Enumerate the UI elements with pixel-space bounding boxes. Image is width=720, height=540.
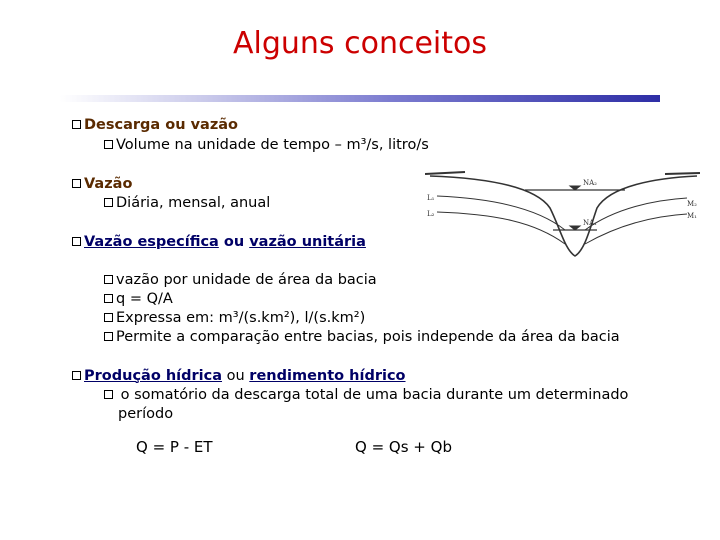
- square-bullet-icon: [104, 294, 113, 303]
- sub-bullet-text: Expressa em: m³/(s.km²), l/(s.km²): [116, 310, 366, 326]
- sub-bullet-text: o somatório da descarga total de uma bacia durante um determinado: [116, 387, 629, 403]
- river-cross-section-diagram: [425, 168, 700, 268]
- term-vazao-unitaria: vazão unitária: [249, 234, 366, 250]
- label-na2: NA₂: [583, 179, 597, 187]
- ground-hatch-left: [425, 172, 465, 174]
- sub-bullet: [104, 328, 620, 346]
- channel-profile: [430, 176, 697, 256]
- term-rendimento-hidrico: rendimento hídrico: [249, 368, 406, 384]
- bullet-descarga: [72, 116, 238, 134]
- square-bullet-icon: [72, 179, 81, 188]
- connector-text: ou: [222, 368, 250, 384]
- square-bullet-icon: [104, 140, 113, 149]
- square-bullet-icon: [72, 237, 81, 246]
- label-na1: NA₁: [583, 219, 597, 227]
- slide-title: Alguns conceitos: [233, 26, 487, 61]
- sub-bullet-continuation: período: [118, 406, 174, 422]
- sub-bullet: [104, 290, 173, 308]
- sub-bullet-text: Permite a comparação entre bacias, pois independe da área da bacia: [116, 329, 620, 345]
- square-bullet-icon: [104, 275, 113, 284]
- square-bullet-icon: [72, 120, 81, 129]
- bullet-vazao-especifica: [72, 233, 366, 251]
- label-l1: L₁: [427, 194, 435, 202]
- sub-bullet: [104, 309, 365, 327]
- bullet-vazao: [72, 175, 132, 193]
- water-table-left-lower: [437, 212, 565, 244]
- sub-bullet-text: Volume na unidade de tempo – m³/s, litro/s: [116, 137, 429, 153]
- bullet-producao-hidrica: [72, 367, 406, 385]
- sub-bullet-text: q = Q/A: [116, 291, 173, 307]
- square-bullet-icon: [104, 198, 113, 207]
- sub-bullet-text: vazão por unidade de área da bacia: [116, 272, 377, 288]
- bullet-heading: Vazão: [84, 176, 133, 192]
- formula-runoff-components: Q = Qs + Qb: [355, 438, 452, 456]
- label-l2: L₂: [427, 210, 435, 218]
- sub-bullet: [104, 194, 270, 212]
- sub-bullet: [104, 136, 429, 154]
- sub-bullet-text: Diária, mensal, anual: [116, 195, 271, 211]
- term-vazao-especifica: Vazão específica: [84, 234, 219, 250]
- title-underline-bar: [60, 95, 660, 102]
- bullet-heading: Descarga ou vazão: [84, 117, 238, 133]
- term-producao-hidrica: Produção hídrica: [84, 368, 223, 384]
- label-m2: M₂: [687, 200, 697, 208]
- square-bullet-icon: [104, 313, 113, 322]
- ground-hatch-right: [665, 173, 700, 174]
- square-bullet-icon: [72, 371, 81, 380]
- sub-bullet: [104, 271, 377, 289]
- square-bullet-icon: [104, 332, 113, 341]
- water-table-right-lower: [585, 214, 687, 244]
- connector-text: ou: [218, 234, 250, 250]
- label-m1: M₁: [687, 212, 697, 220]
- square-bullet-icon: [104, 390, 113, 399]
- sub-bullet: [104, 386, 628, 404]
- formula-water-balance: Q = P - ET: [136, 438, 213, 456]
